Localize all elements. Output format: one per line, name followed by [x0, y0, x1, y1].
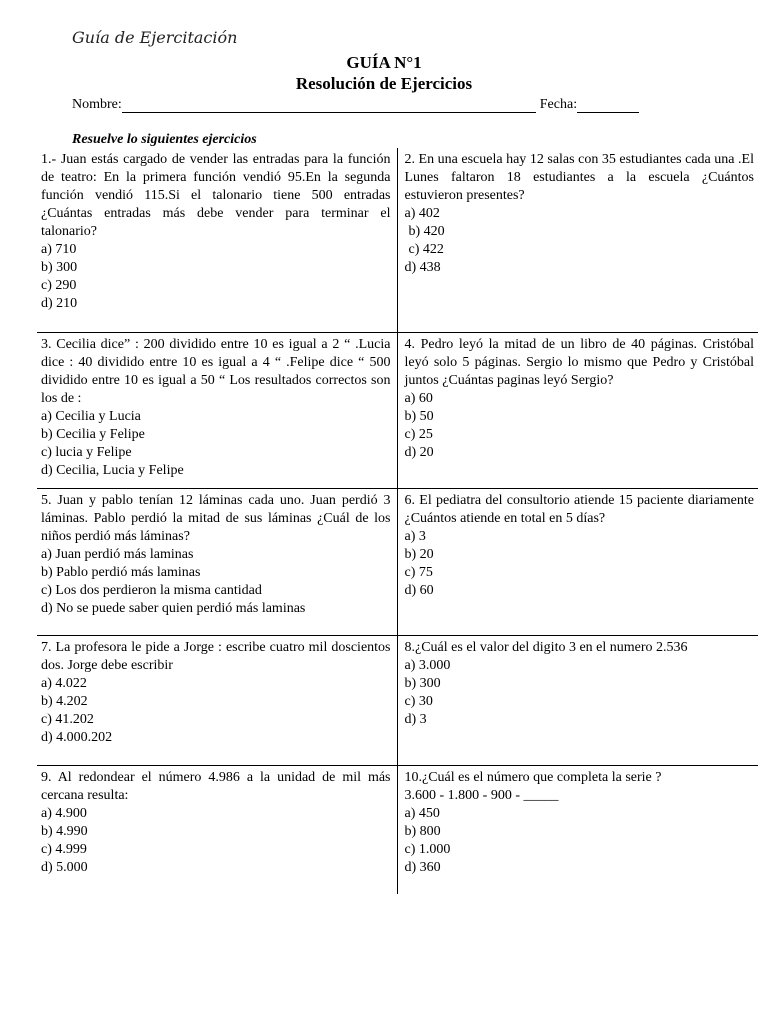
question-text: 8.¿Cuál es el valor del digito 3 en el numero 2.536: [404, 640, 688, 655]
option[interactable]: a) 450: [404, 806, 440, 821]
exercise-5: [37, 489, 398, 635]
question-text: 3. Cecilia dice” : 200 dividido entre 10 es igual a 2 “ .Lucia dice : 40 dividido entre 10 es igual a 4 “ .Felipe dice “ 500 dividido entre 10 es igual a 50 “ Los resultados correctos son los de :: [41, 337, 391, 406]
option[interactable]: c) 290: [41, 278, 77, 293]
option[interactable]: a) 3: [404, 529, 426, 544]
name-date-row: [72, 97, 662, 113]
question-text: 7. La profesora le pide a Jorge : escribe cuatro mil doscientos dos. Jorge debe escribir: [41, 640, 391, 673]
option[interactable]: d) 210: [41, 296, 78, 311]
exercise-10: [398, 766, 759, 894]
exercise-6: [398, 489, 759, 635]
option[interactable]: b) 4.990: [41, 824, 88, 839]
option[interactable]: c) lucia y Felipe: [41, 445, 132, 460]
option[interactable]: c) 75: [404, 565, 433, 580]
question-text: 4. Pedro leyó la mitad de un libro de 40 páginas. Cristóbal leyó solo 5 páginas. Sergio lo mismo que Pedro y Cristóbal juntos ¿Cuántas paginas leyó Sergio?: [404, 337, 754, 388]
exercise-grid: [37, 148, 758, 894]
exercise-2: [398, 148, 759, 332]
question-text: 2. En una escuela hay 12 salas con 35 estudiantes cada una .El Lunes faltaron 18 estudiantes a la escuela ¿Cuántos estuvieron presentes?: [404, 152, 754, 203]
option[interactable]: b) 50: [404, 409, 434, 424]
option[interactable]: a) 402: [404, 206, 440, 221]
question-text: 9. Al redondear el número 4.986 a la unidad de mil más cercana resulta:: [41, 770, 391, 803]
exercise-row: [37, 488, 758, 635]
exercise-1: [37, 148, 398, 332]
date-label: Fecha:: [539, 97, 578, 112]
exercise-3: [37, 333, 398, 488]
option[interactable]: b) 20: [404, 547, 434, 562]
option[interactable]: d) 360: [404, 860, 441, 875]
option[interactable]: b) 420: [408, 224, 445, 239]
option[interactable]: d) No se puede saber quien perdió más laminas: [41, 601, 306, 616]
instructions: Resuelve lo siguientes ejercicios: [72, 132, 257, 147]
option[interactable]: d) 438: [404, 260, 441, 275]
page-subtitle: Resolución de Ejercicios: [295, 74, 473, 93]
exercise-4: [398, 333, 759, 488]
name-field[interactable]: [122, 99, 536, 113]
option[interactable]: d) 60: [404, 583, 434, 598]
option[interactable]: d) 3: [404, 712, 427, 727]
script-header: Guía de Ejercitación: [72, 28, 238, 47]
option[interactable]: d) 4.000.202: [41, 730, 113, 745]
option[interactable]: d) Cecilia, Lucia y Felipe: [41, 463, 184, 478]
option[interactable]: a) 60: [404, 391, 433, 406]
option[interactable]: b) Pablo perdió más laminas: [41, 565, 201, 580]
page-title: GUÍA N°1: [346, 53, 422, 72]
option[interactable]: b) 4.202: [41, 694, 88, 709]
option[interactable]: c) Los dos perdieron la misma cantidad: [41, 583, 262, 598]
option[interactable]: c) 25: [404, 427, 433, 442]
exercise-row: [37, 332, 758, 488]
question-text: 5. Juan y pablo tenían 12 láminas cada uno. Juan perdió 3 láminas. Pablo perdió la mitad de sus láminas ¿Cuál de los niños perdió más láminas?: [41, 493, 391, 544]
question-text: 1.- Juan estás cargado de vender las entradas para la función de teatro: En la primera función vendió 95.En la segunda función vendió 115.Si el talonario tiene 500 entradas ¿Cuántas entradas más debe vender para terminar el talonario?: [41, 152, 391, 239]
option[interactable]: c) 41.202: [41, 712, 94, 727]
exercise-row: [37, 765, 758, 894]
option[interactable]: a) 4.900: [41, 806, 87, 821]
date-field[interactable]: [577, 99, 639, 113]
option[interactable]: c) 1.000: [404, 842, 451, 857]
question-text: 6. El pediatra del consultorio atiende 15 paciente diariamente ¿Cuántos atiende en total en 5 días?: [404, 493, 754, 526]
option[interactable]: a) Juan perdió más laminas: [41, 547, 194, 562]
option[interactable]: c) 4.999: [41, 842, 87, 857]
option[interactable]: a) Cecilia y Lucia: [41, 409, 141, 424]
name-label: Nombre:: [72, 97, 122, 112]
exercise-8: [398, 636, 759, 765]
series-text: 3.600 - 1.800 - 900 - _____: [404, 788, 559, 803]
option[interactable]: b) 300: [404, 676, 441, 691]
option[interactable]: a) 4.022: [41, 676, 87, 691]
option[interactable]: c) 422: [408, 242, 444, 257]
exercise-row: [37, 148, 758, 332]
option[interactable]: c) 30: [404, 694, 433, 709]
option[interactable]: b) Cecilia y Felipe: [41, 427, 145, 442]
option[interactable]: a) 3.000: [404, 658, 451, 673]
exercise-row: [37, 635, 758, 765]
question-text: 10.¿Cuál es el número que completa la serie ?: [404, 770, 662, 785]
exercise-9: [37, 766, 398, 894]
option[interactable]: b) 800: [404, 824, 441, 839]
exercise-7: [37, 636, 398, 765]
option[interactable]: b) 300: [41, 260, 78, 275]
option[interactable]: d) 5.000: [41, 860, 88, 875]
option[interactable]: d) 20: [404, 445, 434, 460]
option[interactable]: a) 710: [41, 242, 77, 257]
